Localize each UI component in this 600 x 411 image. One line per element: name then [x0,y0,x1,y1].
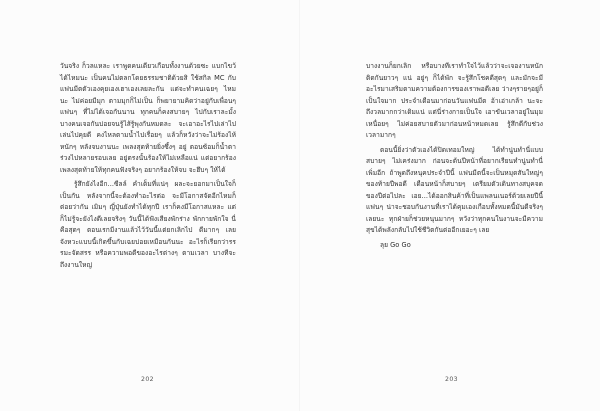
left-paragraph-2: รู้สึกยังไงอีก...ซีลล์ คำเต็มที่แน่ๆ ผละจะยอกมาเป็นใจก็เป็นกัน หลังจากนี้จะต้องทำอะไรต่อ จะมีโอกาสจัดอีกไหมก็ต่อยว่ากัน เมิมๆ ญี่ปุ่นยังทำได้ทุกปี เราก็คงมีโอกาสแหละ แต่ก็ไม่รู้จะยังไงดีเลยจริงๆ วันนี้ได้ฟังเสียงพักร่าง พักกายพักใจ นี่คือสุดๆ ตอนเรกมีงานแล้วไว้วันนี้แต่ยกเลิกไป ดีมากๆ เลยจังหวะแบบนี้เกิดขึ้นกับเฉยบ่อยเหมือนกันนะ อะไรก็เรียกว่ารรรมะจัดสรร หรือความพอดีของอะไรต่างๆ ตามเวลา บางทีจะถึงงานใหญ่ [60,180,236,269]
right-paragraph-1: บางงานก็ยกเลิก หรือบางทีเราทำใจไว้แล้วว่าจะเจองานหนักติดกันยาวๆ แน่ อยู่ๆ ก็ได้พัก จะรู้สึกโชคดีสุดๆ และมักจะมีอะไรมาเสริมตามความต้องการของเราพอดีเลย ว่างๆรายๆอยู่ก็เป็นใจมาก ประจำเดือนมาก่อนวันแฟนมีต อ้าเอ่าเกล้า นะจะถึงวลมากกว่าเดิมแน่ แต่นี่ร่างกายเป็นใจ เอาขันเวลาอยู่ในมุมเหนื่อยๆ ไม่ค่อยสบายตัวมาก่อนหน้าหมดเลย รู้สึกดีกับช่วงเวลามากๆ [366,62,543,139]
right-page-number: 203 [445,376,459,383]
left-page-number: 202 [141,376,155,383]
right-page [300,0,600,411]
right-paragraph-3: ลุย Go Go [380,240,411,249]
right-paragraph-2: ตอนนี้ยิ่งว่าตัวเองได้ปิดเทอมใหญ่ ได้ทำนู่นทำนี่แบบสบายๆ ไม่เคร่งมาก ก่อนจะต้นปีหน้าที่อยากเรียนทำนู่นทำนี่เพิ่มอีก ถ้าพูดถึงหนุคประจำปีนี้ แฟนมีตนี้จะเป็นหมุดสันใหญ่ๆ ของท้ายปีพอดี เดือนหน้าก็สบายๆ เตรียมตัวเดินทางสบุคจดของปีต่อไปละ เอย...ได้ออกสินค้าที่เป็นแพลนเนอร์ด้วยเลยปีนี้ แฟนๆ น่าจะชอบกันงานที่เราได้คุมเองเกือบทั้งหมดนี้มันดีจริงๆ เลยนะ ทุกฝ่ายก็ช่วยหนุนมากๆ หวังว่าทุกคนในงานจะมีความสุขได้พลังกลับไปใช้ชีวิตกันต่ออีกเยอะๆ เลย [366,145,543,234]
left-paragraph-1: วันจริง ก็วลแหละ เราพูดคนเดียวเกือบทั้งงานด้วยซะ แบกไขว้ได้ไหมนะ เป็นคนไม่ตลกโดยธรรมชาติด้วยสิ ใช้สกิล MC กับแฟนมีตตัวเองคุยเองเฮาเองเลยละกัน แต่จะทำคนเฉยๆ ไหมนะ ไม่ค่อยมีมุก ตามมุกก็ไม่เป็น ก็พยายามคิดว่าอยู่กับเพื่อนๆ แฟนๆ ที่ไม่ได้เจอกันนาน ทุกคนก็คงสบายๆ ไปกับเราละมั้ง บางคนเจอกันบ่อยจนรู้ไส้รู้พุงกันหมดละ จะเอาอะไรไปเล่าไปเล่นไปคุยดี คงไหลตามน้ำไปเรื่อยๆ แล้วก็หวังว่าจะไม่ร้องไห้หนักๆ หลังจบงานนะ เพลงสุดท้ายยิ่งซึ้งๆ อยู่ ตอนซ้อมก็น้ำตาร่วงไปหลายรอบเลย อยู่ตรงนั้นร้องให้ไม่เหลือแน่ แต่อยากร้องเพลงสุดท้ายให้ทุกคนฟังจริงๆ อยากร้องให้จบ จะฮึบๆ ให้ได้ [60,62,236,174]
right-page-body [366,61,543,251]
left-page-body [60,61,236,271]
